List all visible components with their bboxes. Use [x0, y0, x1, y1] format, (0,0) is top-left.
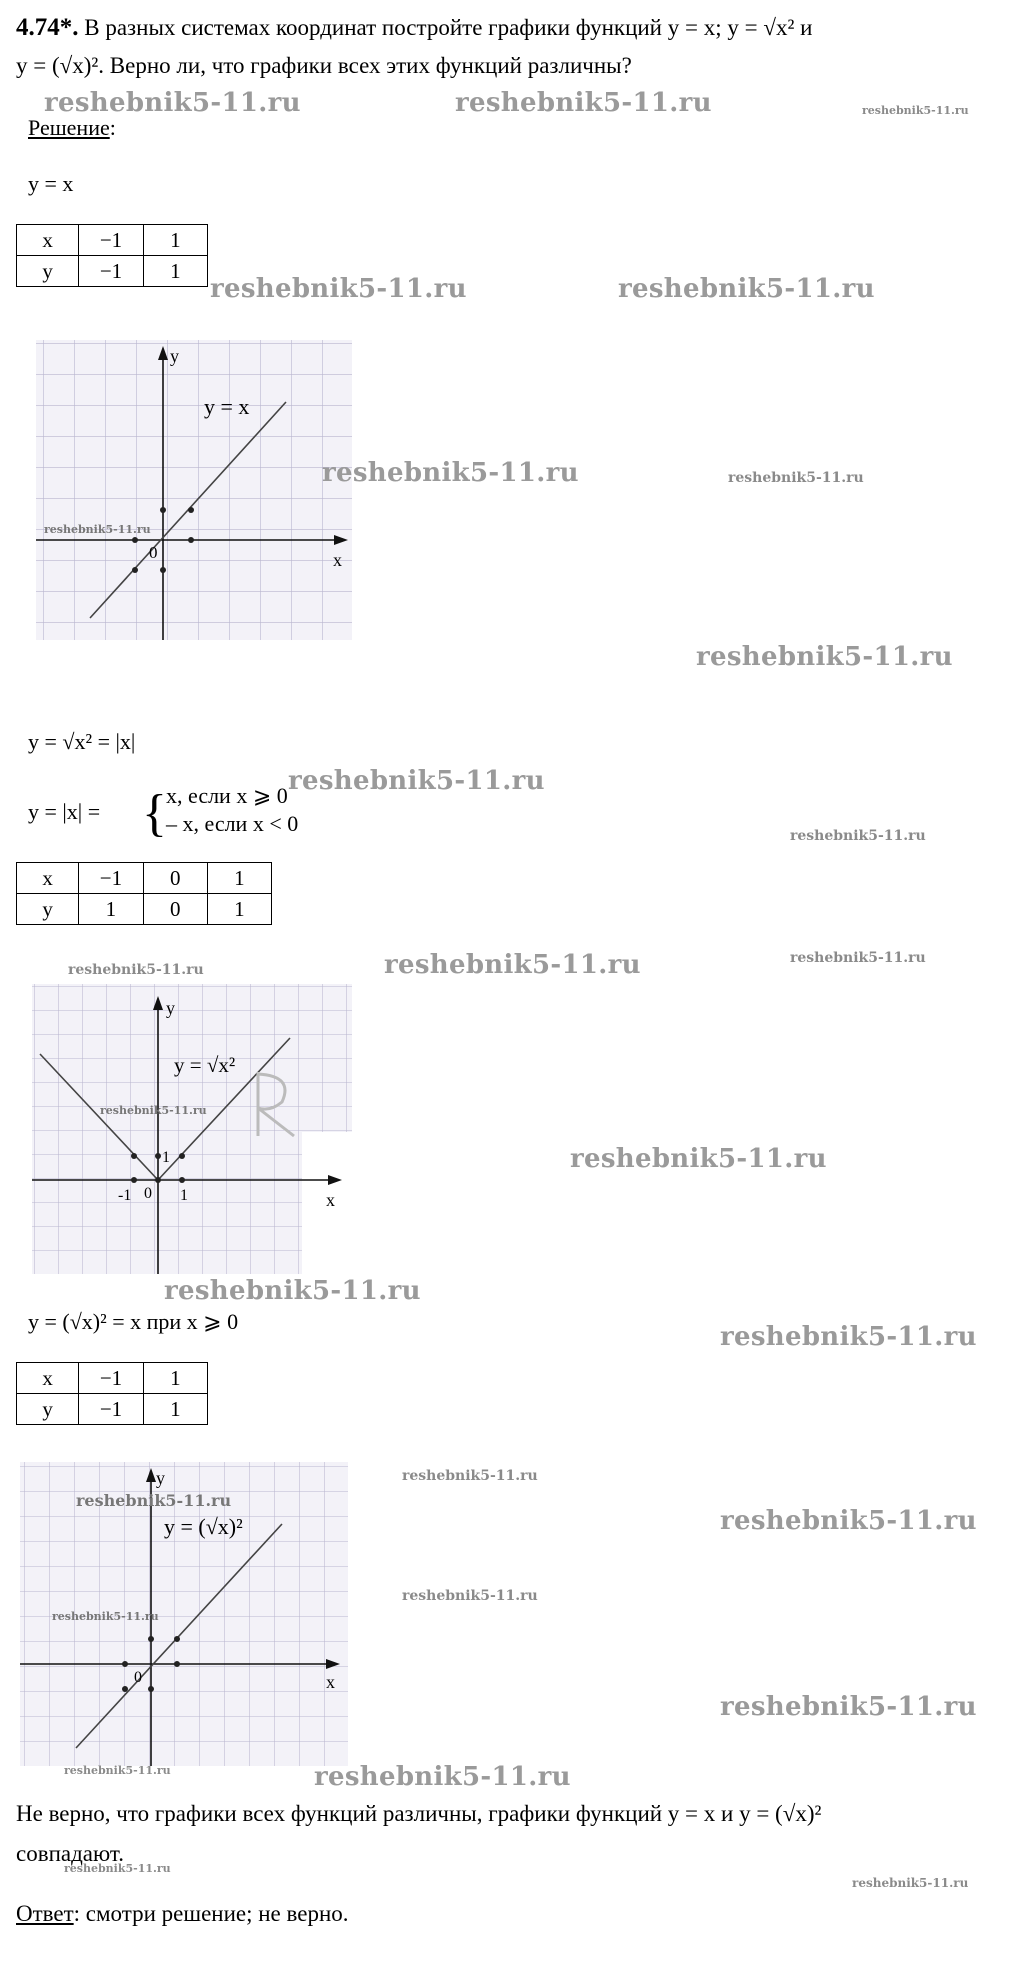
- problem-statement-line2: y = (√x)². Верно ли, что графики всех этих функций различны?: [16, 53, 632, 78]
- table-row: [17, 256, 208, 287]
- watermark: reshebnik5-11.ru: [790, 828, 926, 844]
- x-axis-label: x: [333, 550, 342, 570]
- table-row: [17, 1363, 208, 1394]
- answer-colon: :: [73, 1901, 81, 1926]
- watermark: reshebnik5-11.ru: [100, 1104, 207, 1117]
- graph-label: y = x: [204, 394, 250, 419]
- table-cell: y: [17, 894, 79, 925]
- watermark: reshebnik5-11.ru: [44, 88, 301, 118]
- tick-label-neg1: -1: [118, 1187, 132, 1204]
- point: [148, 1686, 154, 1692]
- origin-label: 0: [149, 543, 158, 562]
- watermark: reshebnik5-11.ru: [852, 1876, 969, 1890]
- table-cell: y: [17, 256, 79, 287]
- watermark: reshebnik5-11.ru: [455, 88, 712, 118]
- grid-lines-ext: [272, 984, 352, 1132]
- watermark: reshebnik5-11.ru: [696, 642, 953, 672]
- table-cell: y: [17, 1394, 79, 1425]
- table-row: [17, 1394, 208, 1425]
- table-cell: −1: [79, 1394, 143, 1425]
- graph-y-equals-x: [36, 340, 352, 640]
- problem-statement-line1: [16, 14, 812, 42]
- point: [122, 1686, 128, 1692]
- solution-colon: :: [109, 115, 116, 140]
- table-cell: −1: [79, 225, 143, 256]
- watermark: reshebnik5-11.ru: [314, 1762, 571, 1792]
- origin-label: 0: [134, 1669, 142, 1686]
- piecewise-lhs: y = |x| =: [28, 799, 101, 824]
- watermark: reshebnik5-11.ru: [322, 458, 579, 488]
- brace: {: [142, 785, 167, 842]
- point: [122, 1661, 128, 1667]
- table-row: [17, 225, 208, 256]
- problem-text-1: В разных системах координат постройте графики функций y = x; y = √x² и: [84, 15, 813, 40]
- graph-abs-x: [32, 984, 352, 1274]
- watermark: reshebnik5-11.ru: [720, 1692, 977, 1722]
- table-row: [17, 863, 272, 894]
- point: [131, 1177, 137, 1183]
- section2-heading: y = √x² = |x|: [28, 729, 136, 754]
- answer: [16, 1900, 349, 1928]
- watermark: reshebnik5-11.ru: [52, 1610, 159, 1623]
- tick-label-1: 1: [180, 1187, 188, 1204]
- answer-text: смотри решение; не верно.: [80, 1901, 349, 1926]
- x-axis-arrow-icon: [328, 1175, 342, 1185]
- watermark: reshebnik5-11.ru: [64, 1862, 171, 1875]
- watermark: reshebnik5-11.ru: [618, 274, 875, 304]
- y-axis-label: y: [156, 1468, 165, 1488]
- section3-heading: y = (√x)² = x при x ⩾ 0: [28, 1309, 239, 1334]
- tick-label-y1: 1: [162, 1149, 170, 1166]
- table-cell: 1: [143, 1394, 207, 1425]
- point: [174, 1661, 180, 1667]
- point: [148, 1636, 154, 1642]
- point: [132, 537, 138, 543]
- watermark: reshebnik5-11.ru: [288, 766, 545, 796]
- graph-sqrt-x-squared: [20, 1462, 348, 1766]
- y-axis-label: y: [166, 998, 175, 1018]
- watermark: reshebnik5-11.ru: [402, 1588, 538, 1604]
- section1-heading: y = x: [28, 171, 74, 196]
- solution-word: Решение: [28, 115, 110, 140]
- point: [174, 1636, 180, 1642]
- value-table-2: [16, 862, 272, 925]
- grid-lines: [32, 984, 302, 1274]
- table-cell: 0: [143, 863, 207, 894]
- table-cell: 1: [207, 863, 271, 894]
- watermark: reshebnik5-11.ru: [790, 950, 926, 966]
- y-axis-label: y: [170, 346, 179, 366]
- table-cell: 1: [143, 256, 207, 287]
- point: [155, 1177, 161, 1183]
- solution-label: [28, 114, 116, 142]
- point: [179, 1177, 185, 1183]
- table-cell: 1: [79, 894, 143, 925]
- table-cell: 0: [143, 894, 207, 925]
- watermark: reshebnik5-11.ru: [720, 1322, 977, 1352]
- point: [131, 1153, 137, 1159]
- point: [188, 537, 194, 543]
- table-cell: −1: [79, 863, 143, 894]
- watermark: reshebnik5-11.ru: [76, 1491, 232, 1510]
- table-cell: x: [17, 1363, 79, 1394]
- point: [132, 567, 138, 573]
- table-cell: x: [17, 225, 79, 256]
- point: [160, 507, 166, 513]
- value-table-3: [16, 1362, 208, 1425]
- point: [188, 507, 194, 513]
- table-cell: −1: [79, 1363, 143, 1394]
- x-axis-label: x: [326, 1190, 335, 1210]
- table-cell: −1: [79, 256, 143, 287]
- watermark: reshebnik5-11.ru: [384, 950, 641, 980]
- table-cell: 1: [143, 1363, 207, 1394]
- watermark: reshebnik5-11.ru: [164, 1276, 421, 1306]
- watermark: reshebnik5-11.ru: [64, 1764, 171, 1777]
- watermark: reshebnik5-11.ru: [862, 104, 969, 117]
- point: [160, 567, 166, 573]
- watermark: reshebnik5-11.ru: [728, 470, 864, 486]
- watermark: reshebnik5-11.ru: [570, 1144, 827, 1174]
- watermark: reshebnik5-11.ru: [720, 1506, 977, 1536]
- origin-label: 0: [144, 1185, 152, 1202]
- conclusion-line1: Не верно, что графики всех функций различны, графики функций y = x и y = (√x)²: [16, 1801, 822, 1826]
- value-table-1: [16, 224, 208, 287]
- table-cell: 1: [143, 225, 207, 256]
- grid-lines: [36, 340, 352, 640]
- watermark: reshebnik5-11.ru: [402, 1468, 538, 1484]
- watermark: reshebnik5-11.ru: [210, 274, 467, 304]
- x-axis-label: x: [326, 1672, 335, 1692]
- piecewise-case1: x, если x ⩾ 0: [166, 783, 288, 808]
- table-row: [17, 894, 272, 925]
- graph-label: y = (√x)²: [164, 1514, 243, 1539]
- table-cell: x: [17, 863, 79, 894]
- piecewise-case2: – x, если x < 0: [166, 811, 299, 836]
- conclusion-line2: совпадают.: [16, 1841, 124, 1866]
- graph-label: y = √x²: [174, 1053, 236, 1077]
- watermark: reshebnik5-11.ru: [68, 962, 204, 978]
- point: [179, 1153, 185, 1159]
- problem-number: 4.74*.: [16, 14, 79, 41]
- answer-label: Ответ: [16, 1901, 74, 1926]
- point: [155, 1153, 161, 1159]
- watermark: reshebnik5-11.ru: [44, 523, 151, 536]
- table-cell: 1: [207, 894, 271, 925]
